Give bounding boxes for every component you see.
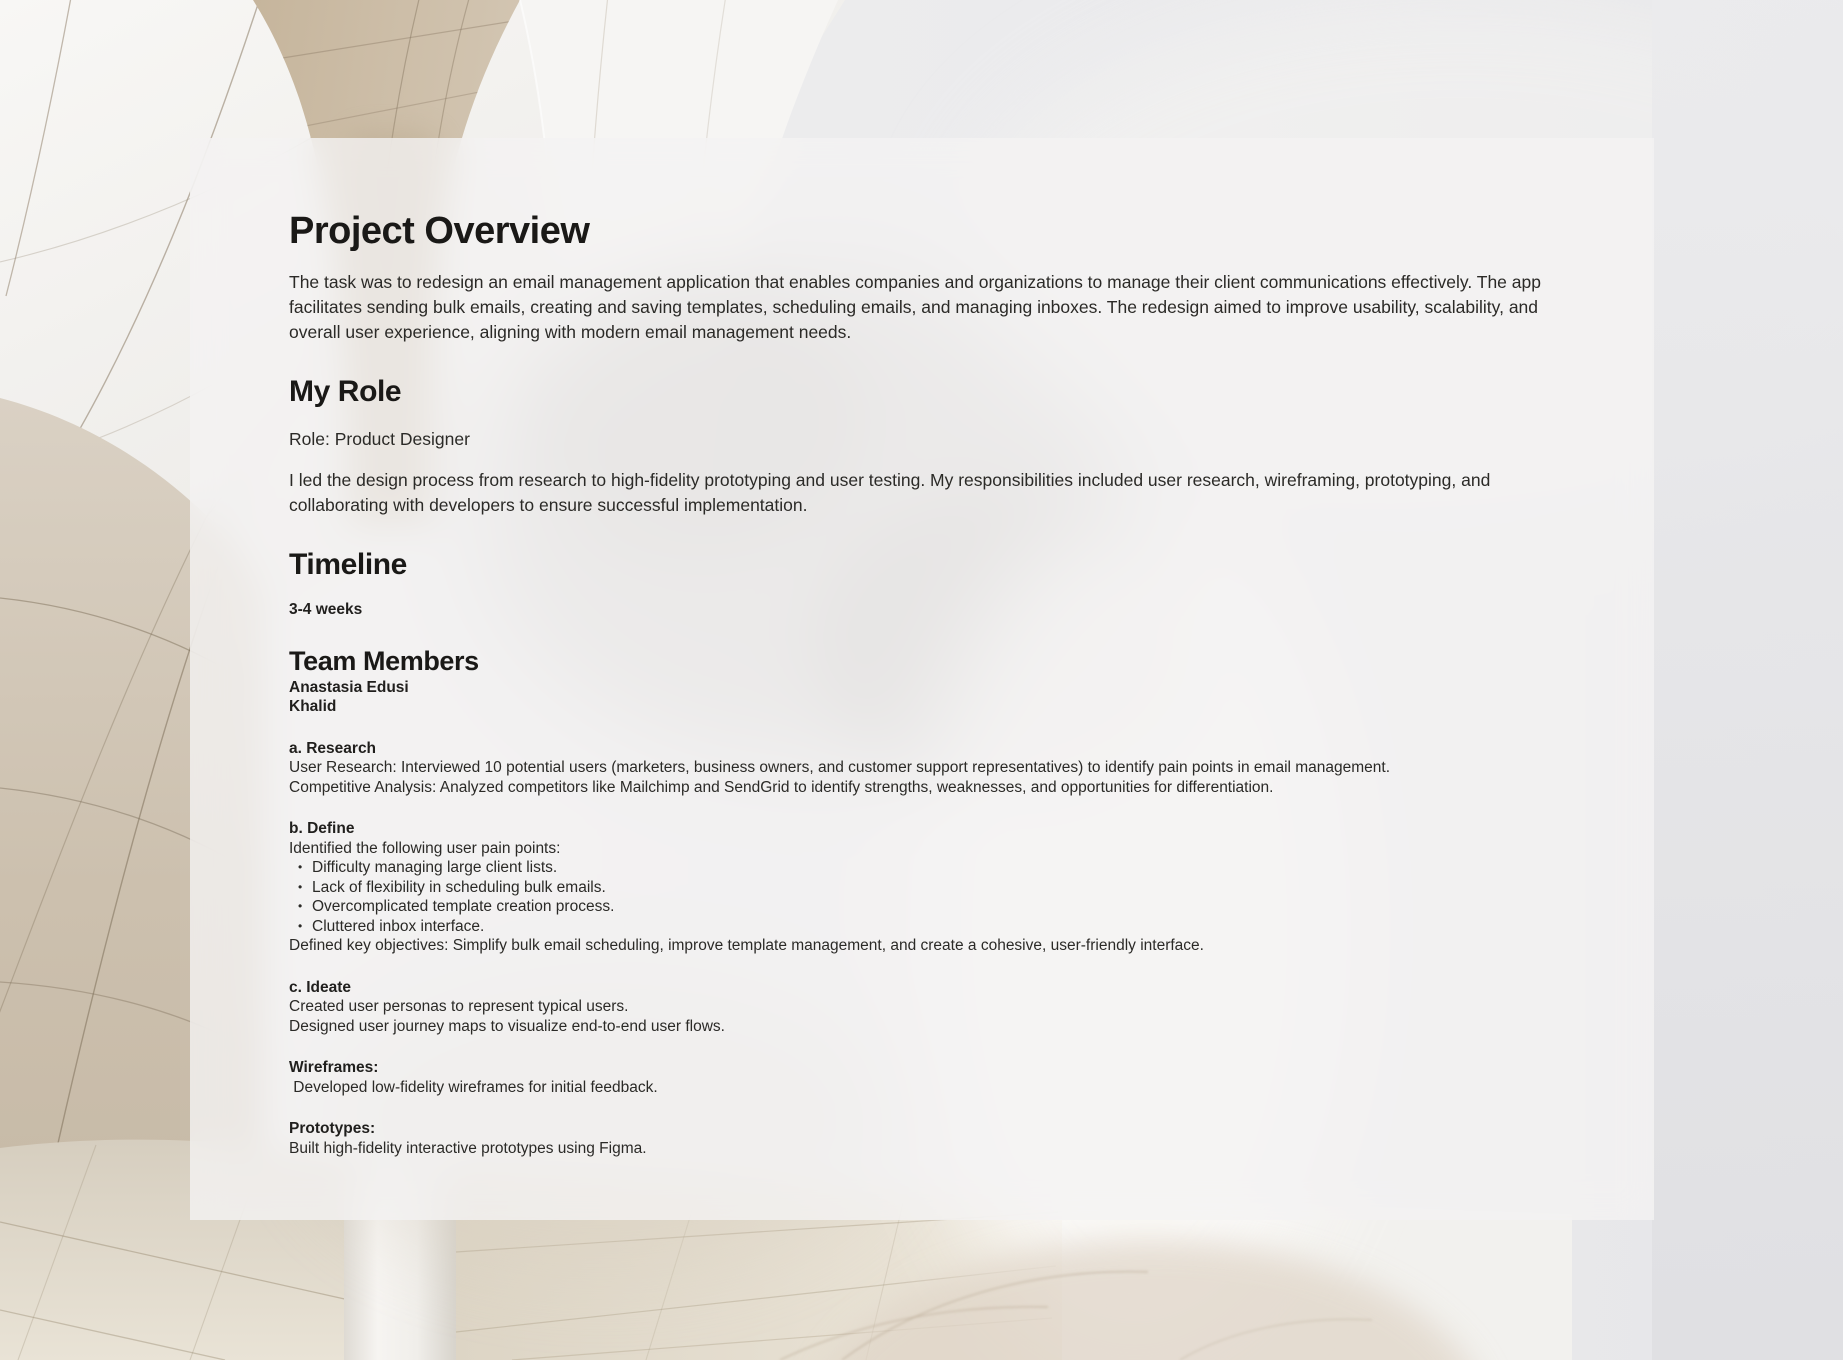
wireframes-section	[289, 1058, 1562, 1097]
wireframes-label: Wireframes:	[289, 1059, 379, 1076]
ideate-section	[289, 978, 1562, 1037]
page-title: Project Overview	[289, 210, 590, 252]
prototypes-label: Prototypes:	[289, 1120, 376, 1137]
define-outro: Defined key objectives: Simplify bulk email scheduling, improve template management, and create a cohesive, user-friendly interface.	[289, 937, 1204, 954]
define-intro: Identified the following user pain points:	[289, 839, 561, 857]
pain-point-item: • Lack of flexibility in scheduling bulk emails.	[289, 878, 1562, 898]
define-section	[289, 819, 1562, 956]
research-section	[289, 739, 1562, 798]
team-member: Khalid	[289, 698, 337, 715]
ideate-label: c. Ideate	[289, 978, 352, 996]
ideate-line: Designed user journey maps to visualize end-to-end user flows.	[289, 1017, 725, 1035]
team-member: Anastasia Edusi	[289, 678, 409, 696]
my-role-heading: My Role	[289, 375, 402, 408]
prototypes-section	[289, 1119, 1562, 1158]
prototypes-line: Built high-fidelity interactive prototypes using Figma.	[289, 1139, 647, 1157]
bg-right-gray-band	[1652, 0, 1843, 1360]
timeline-duration: 3-4 weeks	[289, 601, 363, 618]
ideate-line: Created user personas to represent typical users.	[289, 998, 629, 1015]
case-study-content	[190, 138, 1654, 1158]
team-members-heading: Team Members	[289, 645, 479, 676]
define-label: b. Define	[289, 820, 355, 837]
timeline-heading: Timeline	[289, 548, 407, 581]
wireframes-line: Developed low-fidelity wireframes for initial feedback.	[289, 1078, 658, 1096]
overview-paragraph: The task was to redesign an email management application that enables companies and organizations to manage their client communications effectively. The app facilitates sending bulk emails, creating and saving templates, scheduling emails, and managing inboxes. The redesign aimed to improve usability, scalability, and overall user experience, aligning with modern email management needs.	[289, 272, 1541, 342]
research-label: a. Research	[289, 739, 377, 757]
role-line: Role: Product Designer	[289, 429, 470, 449]
pain-point-item: • Overcomplicated template creation process.	[289, 897, 1562, 917]
my-role-paragraph: I led the design process from research to high-fidelity prototyping and user testing. My responsibilities included user research, wireframing, prototyping, and collaborating with developers to ensure successful implementation.	[289, 470, 1491, 515]
case-study-panel	[190, 138, 1654, 1220]
pain-point-item: • Difficulty managing large client lists.	[289, 858, 1562, 878]
research-line: User Research: Interviewed 10 potential users (marketers, business owners, and customer support representatives) to identify pain points in email management.	[289, 759, 1391, 776]
pain-point-item: • Cluttered inbox interface.	[289, 917, 1562, 937]
research-line: Competitive Analysis: Analyzed competitors like Mailchimp and SendGrid to identify strengths, weaknesses, and opportunities for differentiation.	[289, 778, 1274, 796]
